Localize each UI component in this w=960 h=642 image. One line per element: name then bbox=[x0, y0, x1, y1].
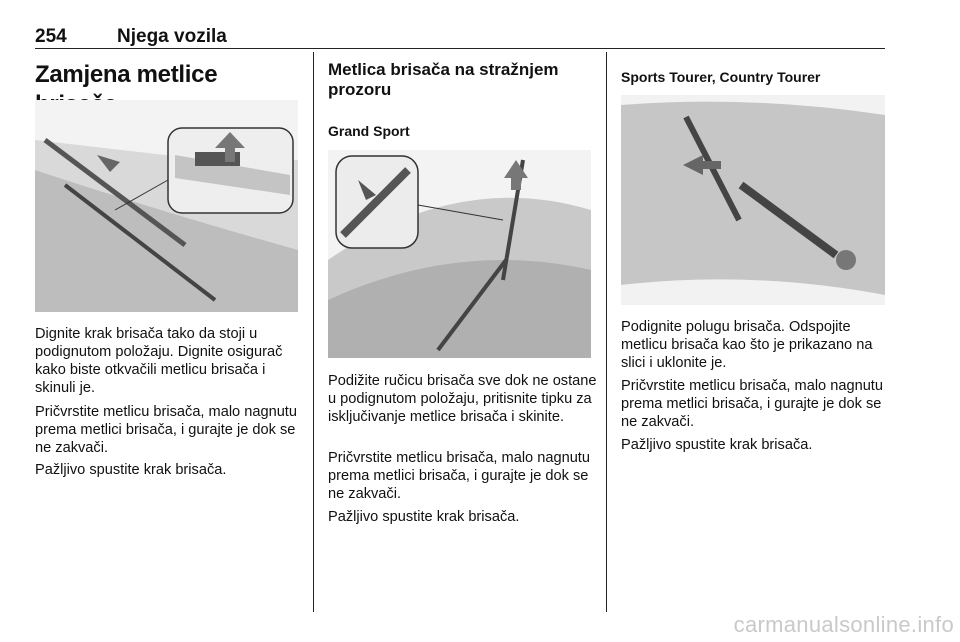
section-title-wiper-blade: Zamjena metlice bbox=[35, 61, 218, 88]
subsection-grand-sport bbox=[328, 122, 598, 140]
column-2 bbox=[328, 60, 598, 100]
paragraph: Pričvrstite metlicu brisača, malo nagnutu prema metlici brisača, i gurajte je dok se ne zakvači. bbox=[35, 404, 297, 456]
subtitle-sports-tourer: Sports Tourer, Country Tourer bbox=[621, 69, 821, 85]
page-header bbox=[35, 26, 885, 49]
paragraph: Pažljivo spustite krak brisača. bbox=[35, 462, 227, 478]
watermark: carmanualsonline.info bbox=[733, 612, 954, 637]
paragraph: Dignite krak brisača tako da stoji u podignutom položaju. Dignite osigurač kako biste otkvačili metlicu brisača i skinuli je. bbox=[35, 326, 283, 396]
rear-wiper-grand-sport-illustration bbox=[328, 150, 591, 358]
subsection-sports-tourer bbox=[621, 68, 891, 86]
section-title-rear-wiper: Metlica brisača na stražnjem prozoru bbox=[328, 60, 559, 99]
subtitle-grand-sport: Grand Sport bbox=[328, 123, 410, 139]
windshield-wiper-illustration bbox=[35, 100, 298, 312]
paragraph: Pričvrstite metlicu brisača, malo nagnutu prema metlici brisača, i gurajte je dok se ne zakvači. bbox=[621, 378, 883, 430]
paragraph: Podignite polugu brisača. Odspojite metlicu brisača kao što je prikazano na slici i uklonite je. bbox=[621, 319, 873, 371]
paragraph: Podižite ručicu brisača sve dok ne ostane u podignutom položaju, pritisnite tipku za isključivanje metlice brisača i skinite. bbox=[328, 373, 597, 425]
paragraph: Pažljivo spustite krak brisača. bbox=[621, 437, 813, 453]
rear-wiper-sports-tourer-illustration bbox=[621, 95, 885, 305]
column-divider-2 bbox=[606, 52, 607, 612]
chapter-title: Njega vozila bbox=[117, 26, 227, 47]
paragraph: Pričvrstite metlicu brisača, malo nagnutu prema metlici brisača, i gurajte je dok se ne zakvači. bbox=[328, 450, 590, 502]
column-divider-1 bbox=[313, 52, 314, 612]
paragraph: Pažljivo spustite krak brisača. bbox=[328, 509, 520, 525]
page-number: 254 bbox=[35, 26, 67, 47]
